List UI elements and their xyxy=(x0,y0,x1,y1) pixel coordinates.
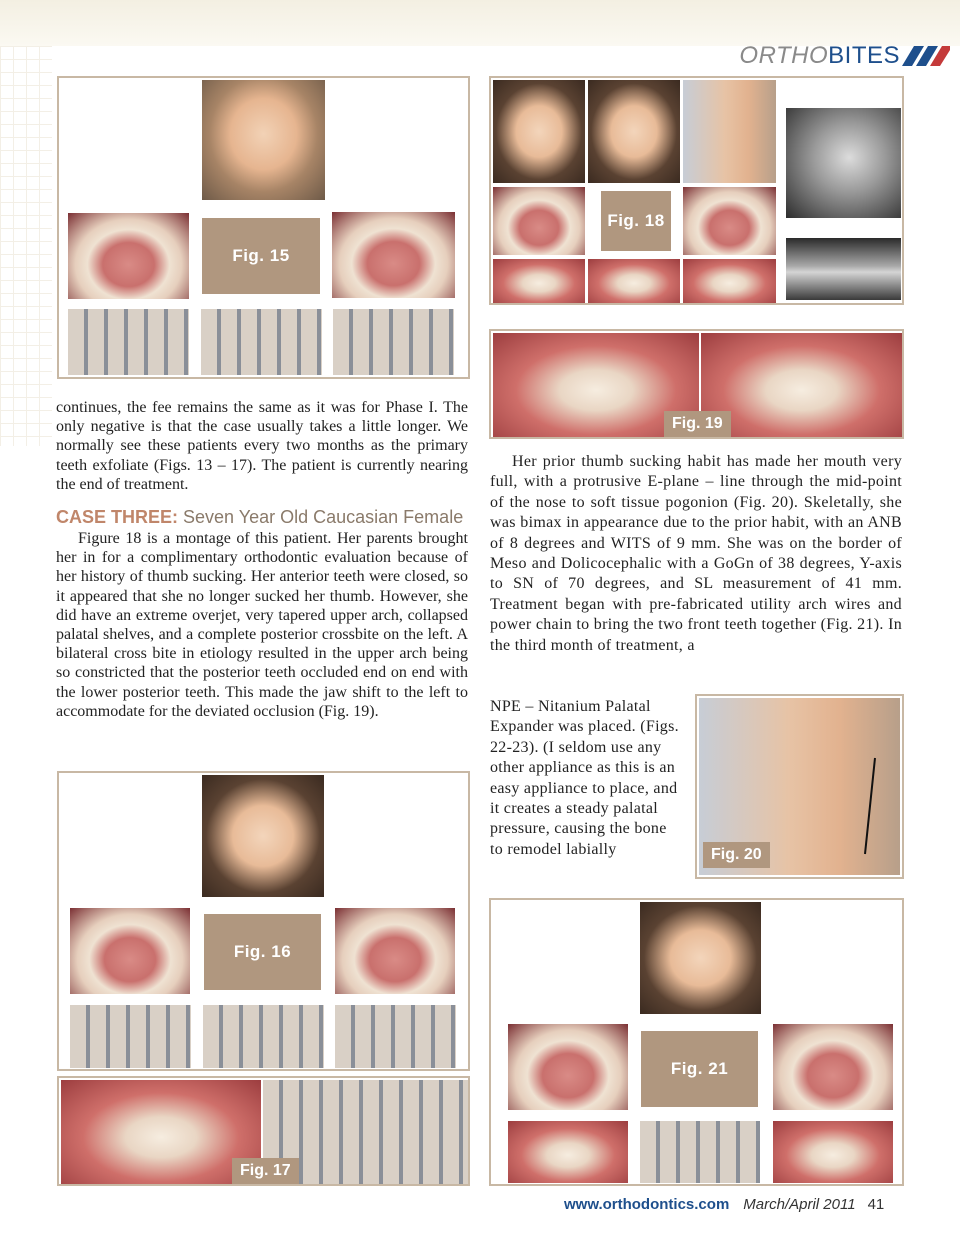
right-bite-photo xyxy=(508,1121,628,1183)
figure-19-panel xyxy=(489,329,904,439)
upper-occlusal-photo xyxy=(493,187,585,255)
left-bite-photo xyxy=(773,1121,893,1183)
patient-photo xyxy=(640,902,761,1014)
right-bite-photo xyxy=(493,259,585,303)
lower-arch-photo xyxy=(332,212,455,298)
lower-arch-photo xyxy=(773,1024,893,1110)
figure-20-panel xyxy=(695,694,904,879)
decorative-grid xyxy=(0,46,52,446)
brand-bites: BITES xyxy=(828,42,900,69)
ceph-xray xyxy=(786,108,901,218)
lower-occlusal-photo xyxy=(683,187,776,255)
upper-arch-photo xyxy=(508,1024,628,1110)
figure-16-label: Fig. 16 xyxy=(204,914,321,990)
patient-photo xyxy=(202,775,324,897)
figure-17-label: Fig. 17 xyxy=(232,1158,299,1184)
upper-arch-photo xyxy=(68,213,189,299)
panoramic-xray xyxy=(786,238,901,300)
frontal-braces-photo xyxy=(201,309,322,375)
brand-stripes-icon xyxy=(902,46,950,66)
figure-18-panel xyxy=(489,76,904,305)
profile-photo xyxy=(683,80,776,183)
smile-photo xyxy=(61,1080,261,1184)
left-bite-photo xyxy=(683,259,776,303)
page-number: 41 xyxy=(867,1196,885,1213)
figure-16-panel xyxy=(57,771,470,1071)
footer xyxy=(564,1196,884,1213)
figure-15-panel xyxy=(57,76,470,379)
brand-ortho: ORTHO xyxy=(739,42,829,69)
right-buccal-photo xyxy=(68,309,189,375)
footer-issue: March/April 2011 xyxy=(743,1196,856,1213)
left-buccal-photo xyxy=(333,309,454,375)
left-buccal-photo xyxy=(335,1005,456,1068)
upper-arch-photo xyxy=(70,908,190,994)
section-brand xyxy=(739,42,900,70)
patient-photo xyxy=(202,80,325,200)
col2-paragraph-1 xyxy=(490,452,902,656)
frontal-braces-photo xyxy=(203,1005,324,1068)
col2-paragraph-1-text: Her prior thumb sucking habit has made her mouth very full, with a protrusive E-plane – line through the mid-point of the nose to soft tissue pogonion (Fig. 20). Skeletally, she was bimax in appearance due to the prior habit, with an ANB of 8 degrees and WITS of 9 mm. She was on the border of Meso and Dolicocephalic with a GoGn of 38 degrees, Y-axis to SN of 70 degrees, and SL measurement of 41 mm. Treatment began with pre-fabricated utility arch wires and power chain to bring the two front teeth together (Fig. 21). In the third month of treatment, a xyxy=(490,453,902,654)
footer-url[interactable]: www.orthodontics.com xyxy=(564,1196,730,1213)
col1-paragraph-2-text: Figure 18 is a montage of this patient. Her parents brought her in for a complimentary orthodontic evaluation because of her history of thumb sucking. Her anterior teeth were closed, so it appeared that she no longer sucked her thumb. However, she did have an extreme overjet, very tapered upper arch, collapsed palatal shelves, and a complete posterior crossbite on the left. A bilateral cross bite in etiology resulted in the upper arch being so constricted that the posterior teeth occluded end on end with the lower posterior teeth. This made the jaw shift to the left to accommodate for the deviated occlusion (Fig. 19). xyxy=(56,530,468,720)
col1-paragraph-1 xyxy=(56,398,468,494)
front-bite-photo xyxy=(588,259,680,303)
frontal-face-photo xyxy=(588,80,680,183)
col1-paragraph-1-text: continues, the fee remains the same as it was for Phase I. The only negative is that the case usually takes a little longer. We normally see these patients every two months as the primary teeth exfoliate (Figs. 13 – 17). The patient is currently nearing the end of treatment. xyxy=(56,399,468,493)
header-band xyxy=(0,0,960,46)
figure-19-label: Fig. 19 xyxy=(664,411,731,437)
figure-21-panel xyxy=(489,898,904,1186)
figure-17-panel xyxy=(57,1076,470,1186)
lower-arch-photo xyxy=(335,908,455,994)
lateral-bite-photo xyxy=(701,333,902,437)
eplane-line-icon xyxy=(857,756,897,856)
case-label: CASE THREE: xyxy=(56,507,179,527)
col2-paragraph-2-text: NPE – Nitanium Palatal Expander was placed. (Figs. 22-23). (I seldom use any other appliance as this is an easy appliance to place, and it creates a steady palatal pressure, causing the bone to remodel labially xyxy=(490,698,679,858)
frontal-utility-arch-photo xyxy=(640,1121,760,1183)
figure-18-label: Fig. 18 xyxy=(601,191,671,251)
smiling-face-photo xyxy=(493,80,585,183)
figure-20-label: Fig. 20 xyxy=(703,842,770,868)
figure-21-label: Fig. 21 xyxy=(641,1031,758,1107)
case-title: Seven Year Old Caucasian Female xyxy=(183,507,464,527)
case-heading xyxy=(56,507,463,528)
col1-paragraph-2 xyxy=(56,529,468,721)
figure-15-label: Fig. 15 xyxy=(202,218,320,294)
col2-paragraph-2 xyxy=(490,697,680,860)
right-buccal-photo xyxy=(70,1005,191,1068)
